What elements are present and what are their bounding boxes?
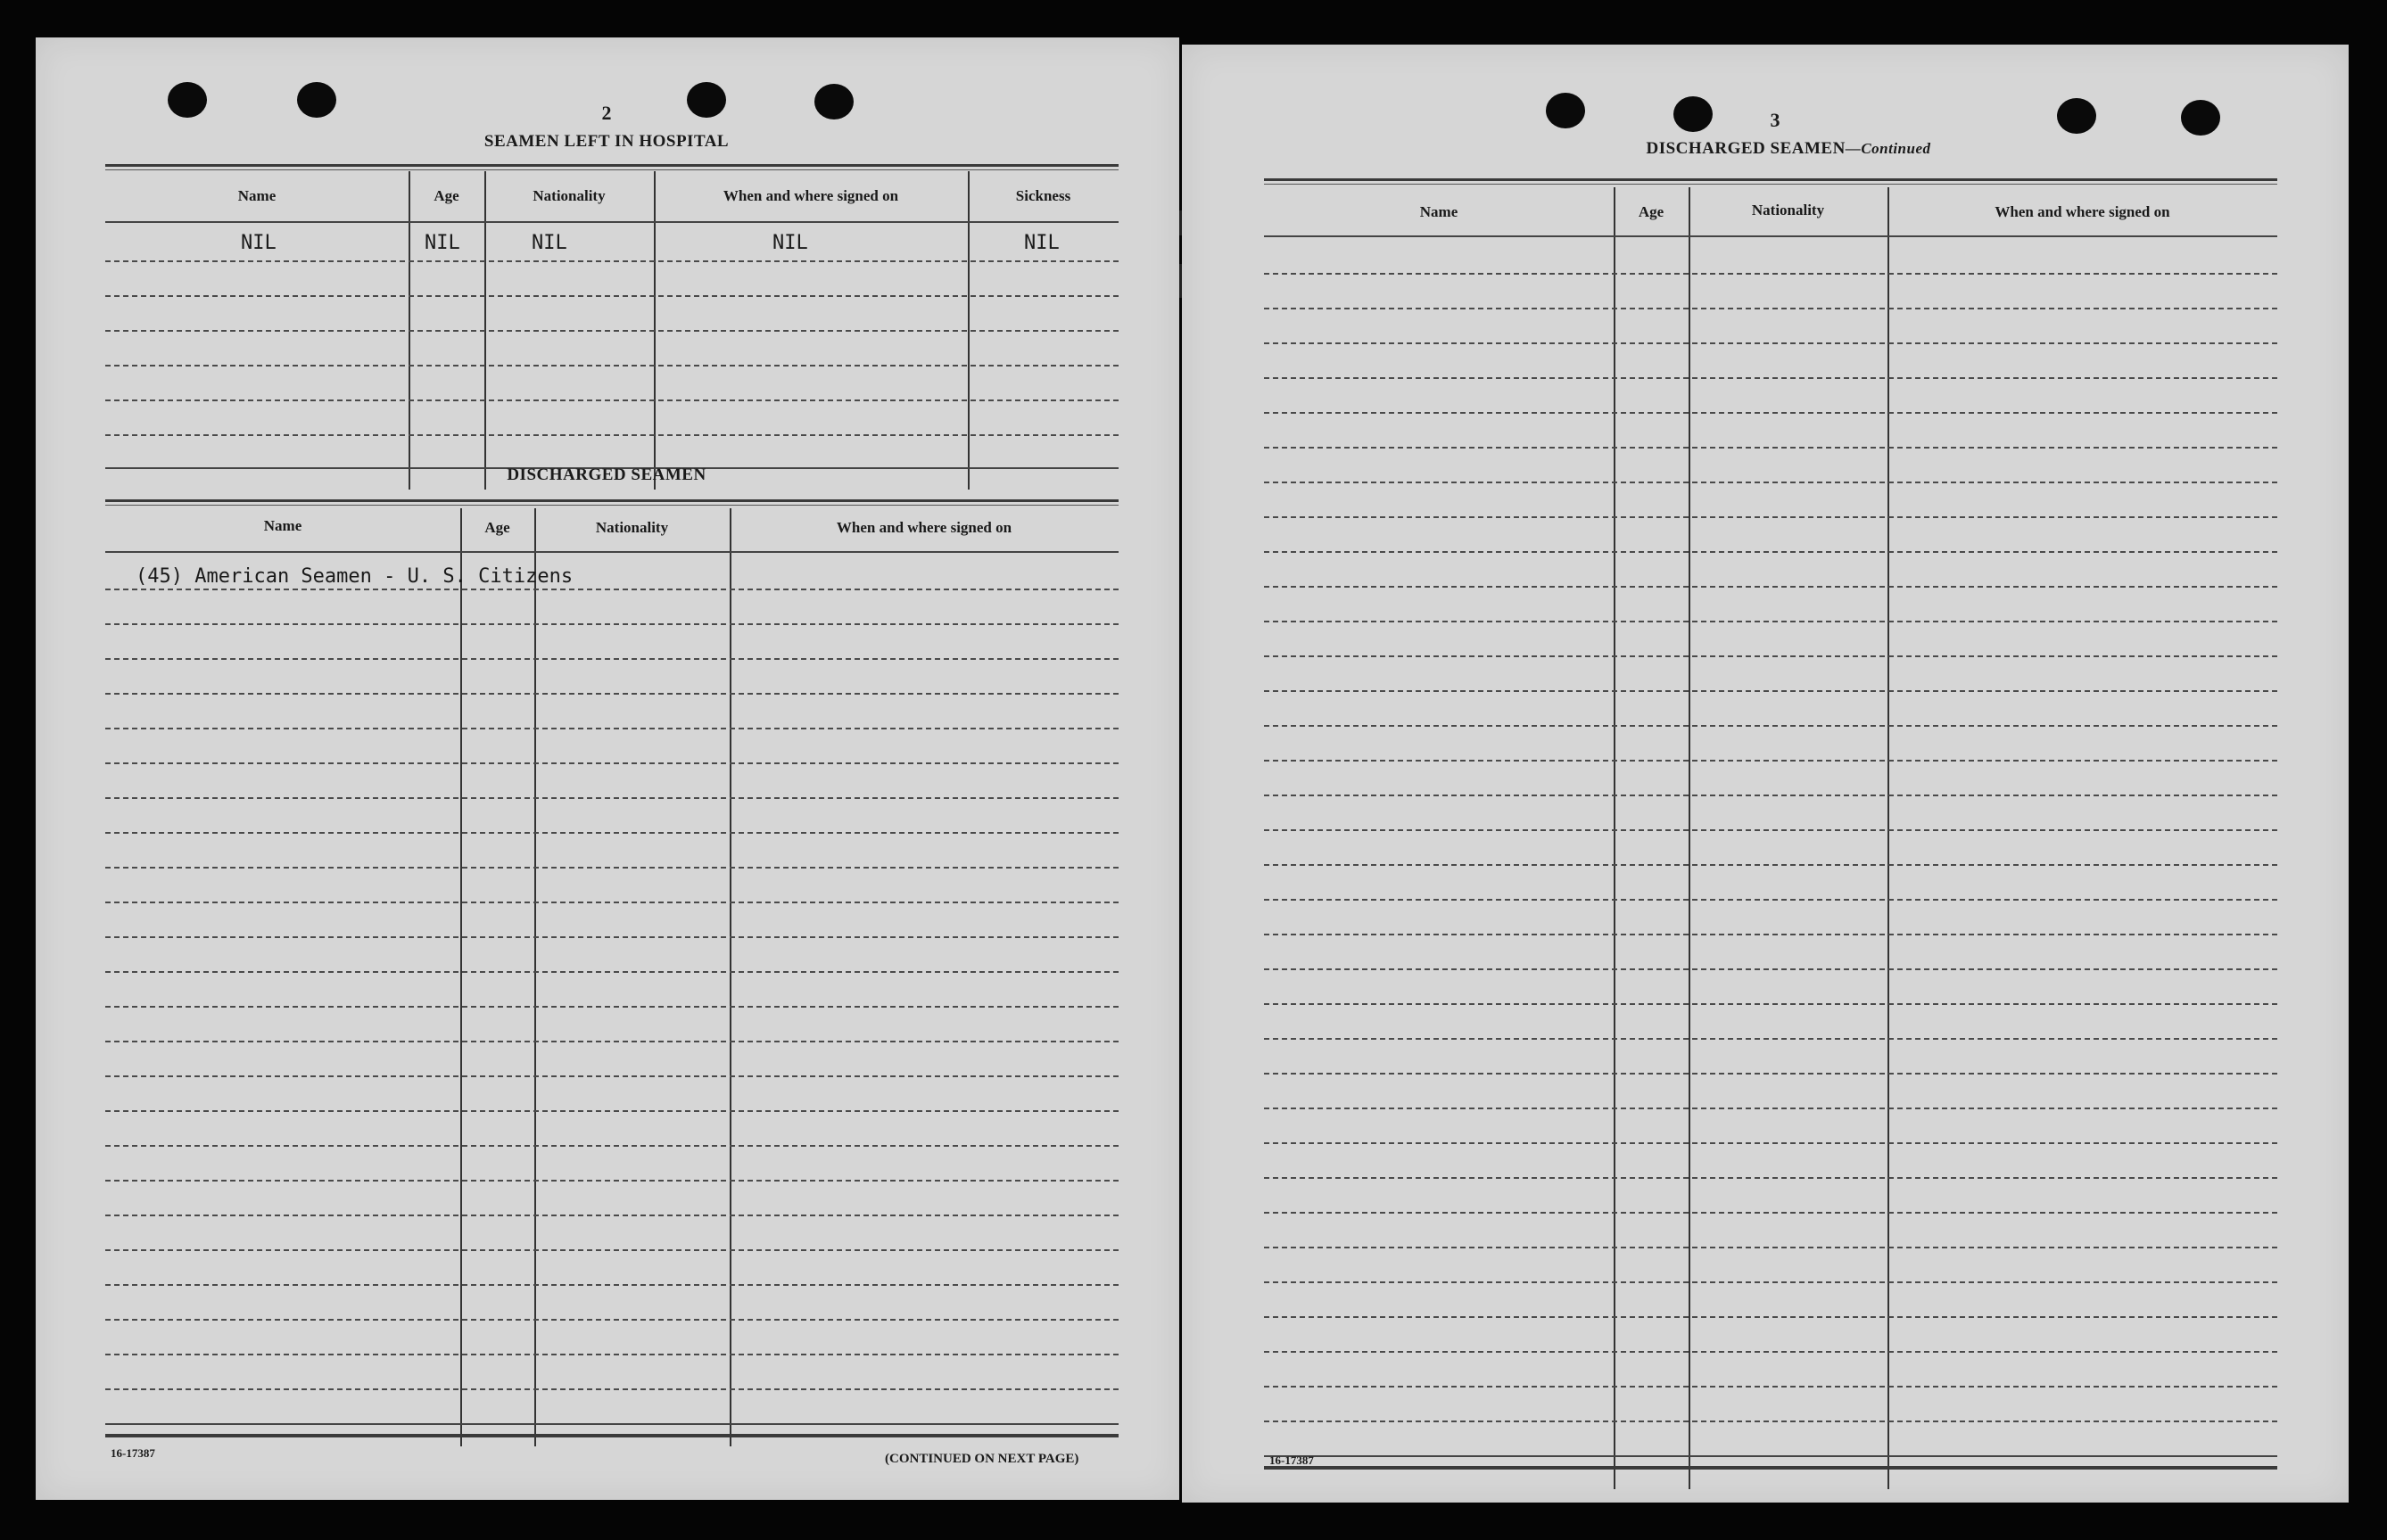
hospital-sickness-cell: NIL xyxy=(1024,232,1060,254)
column-header-name: Name xyxy=(237,187,277,204)
discharged-table xyxy=(105,499,1119,1446)
right-page xyxy=(1182,45,2349,1503)
title-continued: —Continued xyxy=(1845,140,1931,157)
column-header-name: Name xyxy=(1419,203,1458,220)
column-header-nationality: Nationality xyxy=(595,519,669,536)
punch-hole xyxy=(2181,100,2220,136)
column-header-when-where: When and where signed on xyxy=(723,187,899,204)
discharged-continued-title xyxy=(1565,139,2011,159)
punch-hole xyxy=(168,82,207,118)
hospital-section-title: SEAMEN LEFT IN HOSPITAL xyxy=(483,132,730,151)
form-number: 16-17387 xyxy=(111,1446,155,1460)
column-header-nationality: Nationality xyxy=(1751,202,1825,218)
column-header-age: Age xyxy=(434,187,459,204)
column-header-when-where: When and where signed on xyxy=(1995,203,2170,220)
hospital-name-cell: NIL xyxy=(241,232,277,254)
column-header-sickness: Sickness xyxy=(1015,187,1071,204)
form-number: 16-17387 xyxy=(1269,1454,1314,1467)
punch-hole xyxy=(687,82,726,118)
column-header-age: Age xyxy=(484,519,510,536)
punch-hole xyxy=(814,84,854,119)
punch-hole xyxy=(2057,98,2096,134)
hospital-nationality-cell: NIL xyxy=(532,232,567,254)
left-page xyxy=(36,37,1179,1500)
hospital-table xyxy=(105,164,1119,490)
title-main: DISCHARGED SEAMEN xyxy=(1646,139,1846,158)
column-header-nationality: Nationality xyxy=(533,187,606,204)
discharged-first-row-text: (45) American Seamen - U. S. Citizens xyxy=(136,565,574,588)
discharged-continued-table xyxy=(1264,178,2277,1489)
punch-hole xyxy=(297,82,336,118)
column-header-age: Age xyxy=(1638,203,1664,220)
hospital-age-cell: NIL xyxy=(425,232,460,254)
continued-note: (CONTINUED ON NEXT PAGE) xyxy=(885,1452,1079,1466)
page-number: 3 xyxy=(1770,109,1780,131)
column-header-name: Name xyxy=(263,517,302,534)
punch-hole xyxy=(1673,96,1713,132)
hospital-when-where-cell: NIL xyxy=(772,232,808,254)
page-number: 2 xyxy=(601,102,612,124)
discharged-section-title: DISCHARGED SEAMEN xyxy=(507,465,706,484)
column-header-when-where: When and where signed on xyxy=(836,519,1012,536)
punch-hole xyxy=(1546,93,1585,128)
